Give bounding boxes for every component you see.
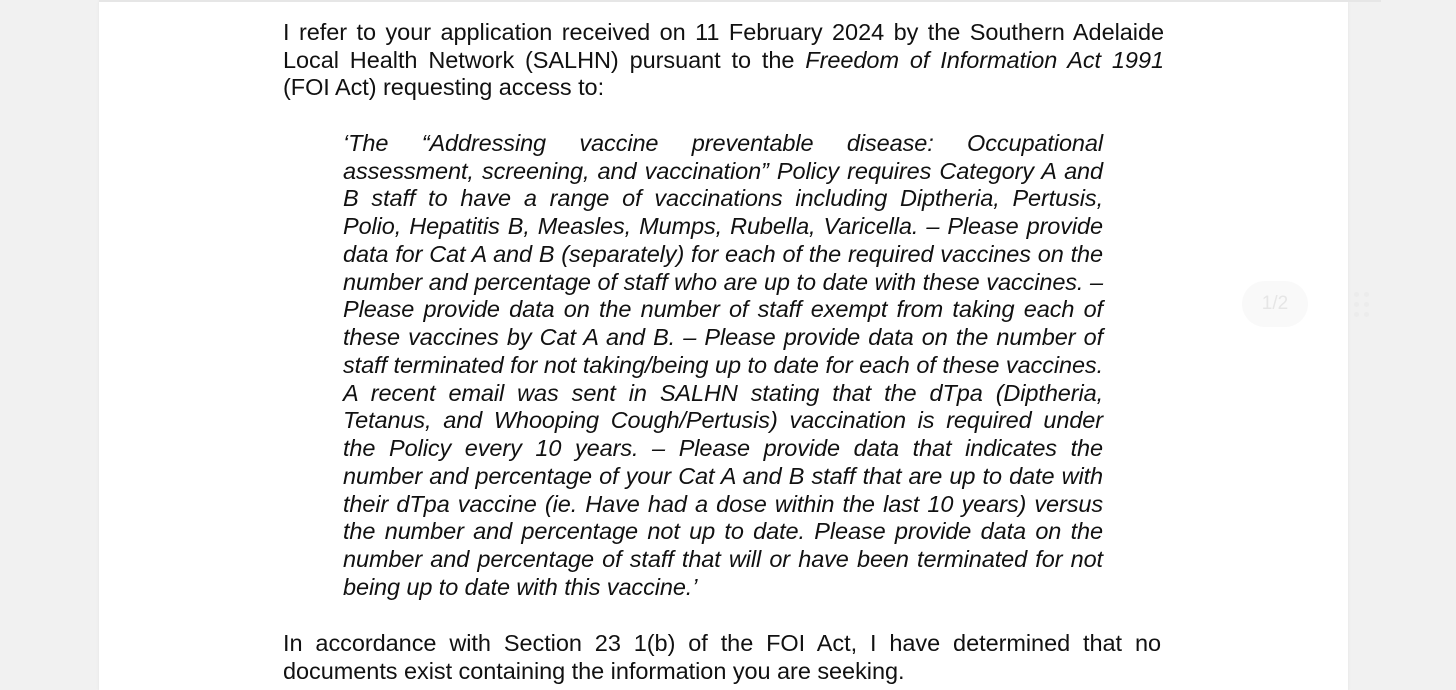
determination-paragraph: In accordance with Section 23 1(b) of the FOI Act, I have determined that no documents exist containing the information you are seeking.	[283, 630, 1161, 684]
drag-handle-icon[interactable]	[1354, 292, 1372, 318]
intro-paragraph	[283, 19, 1164, 102]
page-top-edge	[99, 0, 1381, 2]
intro-text-start: I refer to your application received on 11 February 2024 by the Southern Adelaide Local Health Network (SALHN) pursuant to the	[283, 19, 1164, 73]
act-title: Freedom of Information Act 1991	[805, 46, 1164, 73]
intro-text-end: (FOI Act) requesting access to:	[283, 74, 605, 101]
page-number-indicator[interactable]: 1/2	[1242, 281, 1308, 327]
request-quote: ‘The “Addressing vaccine preventable disease: Occupational assessment, screening, and vaccination” Policy requires Category A and B staff to have a range of vaccinations including Diptheria, Pertusis, Polio, Hepatitis B, Measles, Mumps, Rubella, Varicella. – Please provide data for Cat A and B (separately) for each of the required vaccines on the number and percentage of staff who are up to date with these vaccines. – Please provide data on the number of staff exempt from taking each of these vaccines by Cat A and B. – Please provide data on the number of staff terminated for not taking/being up to date for each of these vaccines. A recent email was sent in SALHN stating that the dTpa (Diptheria, Tetanus, and Whooping Cough/Pertusis) vaccination is required under the Policy every 10 years. – Please provide data that indicates the number and percentage of your Cat A and B staff that are up to date with their dTpa vaccine (ie. Have had a dose within the last 10 years) versus the number and percentage not up to date. Please provide data on the number and percentage of staff that will or have been terminated for not being up to date with this vaccine.’	[343, 130, 1103, 600]
